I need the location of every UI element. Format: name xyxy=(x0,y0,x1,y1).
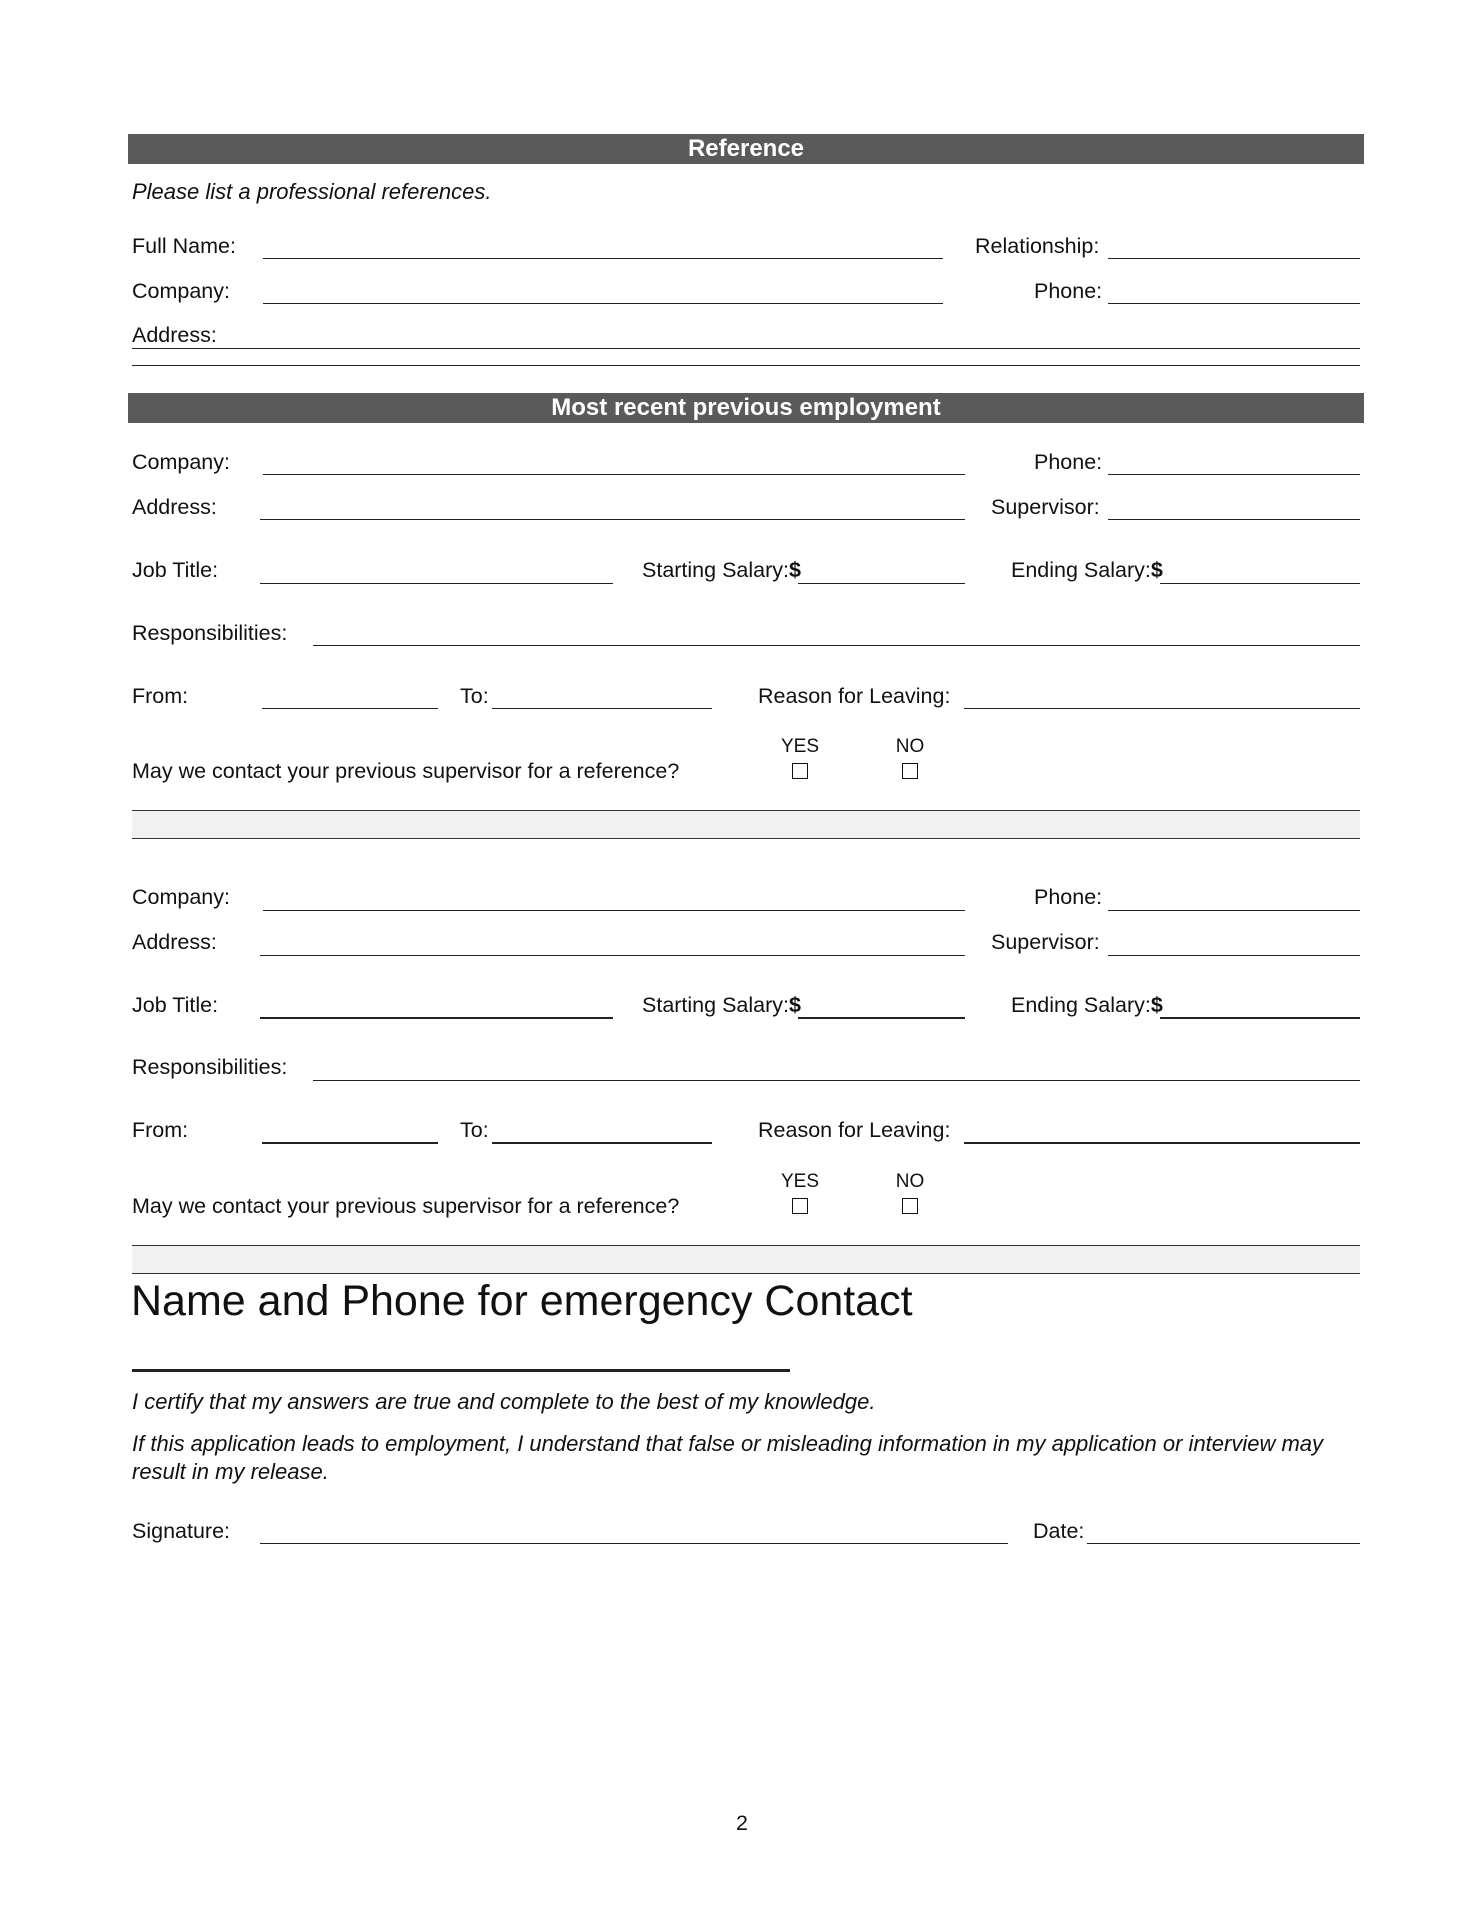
ref-full-name-field[interactable] xyxy=(263,258,943,259)
release-statement: If this application leads to employment, I understand that false or misleading information in my application or interview may result in my release. xyxy=(132,1431,1324,1484)
emp2-from-field[interactable] xyxy=(262,1142,438,1144)
emp1-responsibilities-label: Responsibilities: xyxy=(132,621,288,645)
emp1-address-field[interactable] xyxy=(260,519,965,520)
ref-company-label: Company: xyxy=(132,279,230,303)
emp1-company-field[interactable] xyxy=(263,474,965,475)
emp1-address-label: Address: xyxy=(132,495,217,519)
separator-band-1 xyxy=(132,810,1360,839)
emp1-to-field[interactable] xyxy=(492,708,712,709)
emergency-contact-field[interactable] xyxy=(132,1369,790,1372)
emp2-to-field[interactable] xyxy=(492,1142,712,1144)
emp2-company-field[interactable] xyxy=(263,910,965,911)
ref-phone-label: Phone: xyxy=(1034,279,1103,303)
emp2-yes-label: YES xyxy=(780,1171,820,1192)
emp1-no-checkbox[interactable] xyxy=(902,763,918,779)
emp2-to-label: To: xyxy=(460,1118,489,1142)
emp1-company-label: Company: xyxy=(132,450,230,474)
emp2-ending-salary-label: Ending Salary:$ xyxy=(1011,993,1163,1017)
emp1-job-title-label: Job Title: xyxy=(132,558,219,582)
emp1-job-title-field[interactable] xyxy=(260,583,613,584)
emp2-starting-salary-label: Starting Salary:$ xyxy=(642,993,801,1017)
emp1-no-label: NO xyxy=(895,736,925,757)
date-label: Date: xyxy=(1033,1519,1085,1543)
signature-field[interactable] xyxy=(260,1543,1008,1544)
ref-full-name-label: Full Name: xyxy=(132,234,236,258)
emp2-supervisor-label: Supervisor: xyxy=(991,930,1100,954)
emp2-responsibilities-label: Responsibilities: xyxy=(132,1055,288,1079)
emp2-ending-salary-field[interactable] xyxy=(1160,1017,1360,1019)
emp2-reason-label: Reason for Leaving: xyxy=(758,1118,951,1142)
emp1-from-field[interactable] xyxy=(262,708,438,709)
ref-phone-field[interactable] xyxy=(1108,303,1360,304)
emp2-no-label: NO xyxy=(895,1171,925,1192)
date-field[interactable] xyxy=(1087,1543,1360,1544)
emp1-yes-label: YES xyxy=(780,736,820,757)
emp2-no-checkbox[interactable] xyxy=(902,1198,918,1214)
ref-relationship-label: Relationship: xyxy=(975,234,1100,258)
emp1-ending-salary-field[interactable] xyxy=(1160,583,1360,584)
ref-company-field[interactable] xyxy=(263,303,943,304)
emp2-address-field[interactable] xyxy=(260,955,965,956)
ref-relationship-field[interactable] xyxy=(1108,258,1360,259)
emp1-reason-label: Reason for Leaving: xyxy=(758,684,951,708)
emp1-yes-checkbox[interactable] xyxy=(792,763,808,779)
emergency-contact-heading: Name and Phone for emergency Contact xyxy=(131,1277,913,1325)
emp1-starting-salary-label: Starting Salary:$ xyxy=(642,558,801,582)
emp2-yes-checkbox[interactable] xyxy=(792,1198,808,1214)
emp2-responsibilities-field[interactable] xyxy=(313,1080,1360,1081)
emp2-phone-label: Phone: xyxy=(1034,885,1103,909)
employment-header: Most recent previous employment xyxy=(128,393,1364,423)
emp2-phone-field[interactable] xyxy=(1108,910,1360,911)
emp1-from-label: From: xyxy=(132,684,189,708)
emp2-supervisor-field[interactable] xyxy=(1108,955,1360,956)
ref-address-line-2[interactable] xyxy=(132,365,1360,366)
signature-label: Signature: xyxy=(132,1519,231,1543)
ref-address-field[interactable] xyxy=(132,348,1360,349)
emp1-contact-question: May we contact your previous supervisor for a reference? xyxy=(132,759,680,783)
emp1-starting-salary-field[interactable] xyxy=(798,583,965,584)
emp2-reason-field[interactable] xyxy=(964,1142,1360,1144)
separator-band-2 xyxy=(132,1245,1360,1274)
emp2-job-title-field[interactable] xyxy=(260,1017,613,1019)
emp2-address-label: Address: xyxy=(132,930,217,954)
emp1-ending-salary-label: Ending Salary:$ xyxy=(1011,558,1163,582)
reference-instruction: Please list a professional references. xyxy=(132,179,492,204)
emp1-responsibilities-field[interactable] xyxy=(313,645,1360,646)
reference-header: Reference xyxy=(128,134,1364,164)
ref-address-label: Address: xyxy=(132,323,217,347)
page-number: 2 xyxy=(736,1811,748,1835)
emp1-supervisor-label: Supervisor: xyxy=(991,495,1100,519)
emp2-job-title-label: Job Title: xyxy=(132,993,219,1017)
emp1-reason-field[interactable] xyxy=(964,708,1360,709)
emp1-to-label: To: xyxy=(460,684,489,708)
emp2-company-label: Company: xyxy=(132,885,230,909)
emp1-phone-label: Phone: xyxy=(1034,450,1103,474)
emp1-phone-field[interactable] xyxy=(1108,474,1360,475)
certify-statement: I certify that my answers are true and complete to the best of my knowledge. xyxy=(132,1389,876,1414)
emp1-supervisor-field[interactable] xyxy=(1108,519,1360,520)
emp2-starting-salary-field[interactable] xyxy=(798,1017,965,1019)
emp2-contact-question: May we contact your previous supervisor for a reference? xyxy=(132,1194,680,1218)
emp2-from-label: From: xyxy=(132,1118,189,1142)
